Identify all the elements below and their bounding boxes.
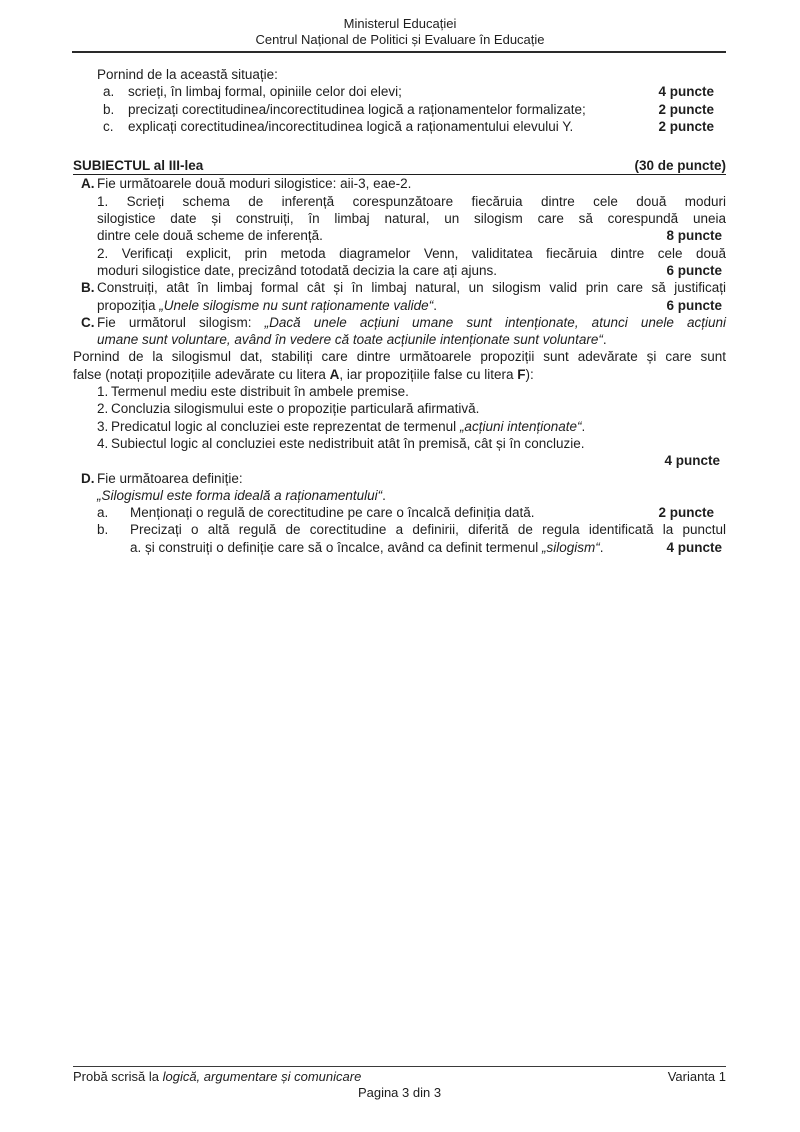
- item-marker: a.: [103, 84, 115, 100]
- section-c: [73, 314, 726, 349]
- statements-lead-line1: Pornind de la silogismul dat, stabiliți care dintre următoarele propoziții sunt adevărate și care sunt: [73, 349, 726, 365]
- quoted-term: „acțiuni intenționate“: [459, 418, 582, 434]
- ministry-name: Ministerul Educației: [343, 16, 457, 31]
- footer-row: [73, 1069, 726, 1085]
- statement-text: Concluzia silogismului este o propoziție particulară afirmativă.: [111, 401, 480, 417]
- quoted-syllogism: „Dacă unele acțiuni umane sunt intenționate, atunci unele acțiuni: [264, 314, 726, 330]
- subject-heading: [73, 157, 726, 175]
- statements-points: 4 puncte: [664, 453, 720, 469]
- item-text: scrieți, în limbaj formal, opiniile celor doi elevi;: [128, 84, 402, 100]
- statement-4: [73, 435, 726, 452]
- statements-lead-line2: [73, 366, 726, 383]
- task-a1-line1: 1. Scrieți schema de inferență corespunzătoare fiecăruia dintre cele două moduri: [97, 193, 726, 209]
- statements-lead: [73, 348, 726, 383]
- item-marker: b.: [97, 522, 109, 538]
- points-badge: 4 puncte: [666, 539, 722, 555]
- section-c-line2: [97, 331, 726, 348]
- section-b-line2-normal: propoziția: [97, 297, 160, 313]
- statement-marker: 3.: [97, 418, 109, 434]
- list-item-c: [73, 118, 726, 135]
- item-marker: a.: [97, 505, 109, 521]
- task-a2: [97, 245, 726, 280]
- points-badge: 2 puncte: [658, 101, 714, 117]
- quoted-definition: „Silogismul este forma ideală a raționamentului“: [97, 487, 383, 503]
- footer-page-number: Pagina 3 din 3: [357, 1085, 442, 1100]
- item-text: precizați corectitudinea/incorectitudinea logică a raționamentelor formalizate;: [128, 101, 586, 117]
- letter-false: F: [517, 366, 526, 382]
- section-marker: C.: [81, 314, 95, 330]
- section-marker: B.: [81, 280, 95, 296]
- letter-true: A: [329, 366, 340, 382]
- d-item-b-line2: [130, 539, 726, 556]
- intro-list: [73, 83, 726, 135]
- item-text: explicați corectitudinea/incorectitudinea logică a raționamentului elevului Y.: [128, 118, 574, 134]
- points-badge: 4 puncte: [658, 84, 714, 100]
- statement-3: [73, 418, 726, 435]
- section-c-line2-end: .: [602, 332, 607, 348]
- page-header: [0, 0, 800, 47]
- task-a2-line2-text: moduri silogistice date, precizând totodată decizia la care ați ajuns.: [97, 262, 497, 278]
- section-a: [73, 175, 726, 279]
- quoted-syllogism-cont: umane sunt voluntare, având în vedere că toate acțiunile intenționate sunt voluntare“: [97, 332, 603, 348]
- statements-list: [73, 383, 726, 469]
- subject-total-points: (30 de puncte): [634, 158, 726, 174]
- page-footer: [73, 1066, 726, 1101]
- section-b-line2-end: .: [433, 297, 437, 313]
- list-item-b: [73, 101, 726, 118]
- task-a2-line2: [97, 262, 726, 279]
- statement-marker: 1.: [97, 384, 109, 400]
- statement-text: Termenul mediu este distribuit în ambele premise.: [111, 384, 409, 400]
- d-item-b-line1: Precizați o altă regulă de corectitudine a definirii, diferită de regula identificată la punctul: [130, 522, 726, 538]
- footer-subject-normal: Probă scrisă la: [73, 1069, 163, 1084]
- section-d: [73, 470, 726, 505]
- task-a1-line2: silogistice date și construiți, în limbaj natural, un silogism care să corespundă uneia: [97, 211, 726, 227]
- statement-text: Subiectul logic al concluziei este nedistribuit atât în premisă, cât și în concluzie.: [111, 435, 585, 451]
- section-b: [73, 279, 726, 314]
- footer-subject-italic: logică, argumentare și comunicare: [162, 1069, 362, 1084]
- task-a2-line1: 2. Verificați explicit, prin metoda diagramelor Venn, validitatea fiecăruia dintre cele două: [97, 245, 726, 261]
- statement-marker: 4.: [97, 435, 109, 451]
- subject-title-text: SUBIECTUL al III-lea: [73, 158, 204, 174]
- task-a1: [97, 193, 726, 245]
- section-a-intro: Fie următoarele două moduri silogistice: aii-3, eae-2.: [97, 176, 412, 192]
- item-marker: b.: [103, 101, 115, 117]
- lead-end: ):: [525, 366, 534, 382]
- definition-end: .: [382, 487, 386, 503]
- item-marker: c.: [103, 118, 114, 134]
- statement-2: [73, 400, 726, 417]
- quoted-proposition: „Unele silogisme nu sunt raționamente valide“: [159, 297, 434, 313]
- section-b-line2: [97, 297, 726, 314]
- section-marker: D.: [81, 470, 95, 486]
- task-a1-line3-text: dintre cele două scheme de inferență.: [97, 228, 323, 244]
- intro-lead: Pornind de la această situație:: [97, 67, 278, 82]
- statement-text-normal: Predicatul logic al concluziei este reprezentat de termenul: [111, 418, 460, 434]
- points-badge: 2 puncte: [658, 505, 714, 521]
- d-item-b: [73, 521, 726, 556]
- d-item-b-line2-normal: a. și construiți o definiție care să o încalce, având ca definit termenul: [130, 539, 542, 555]
- definition-line: [97, 487, 726, 504]
- points-badge: 6 puncte: [666, 297, 722, 313]
- lead-normal-2: , iar propozițiile false cu litera: [339, 366, 518, 382]
- document-body: [0, 53, 800, 556]
- statement-1: [73, 383, 726, 400]
- d-item-b-line2-end: .: [599, 539, 604, 555]
- center-name: Centrul Național de Politici și Evaluare în Educație: [255, 31, 545, 47]
- statement-text-end: .: [581, 418, 586, 434]
- points-badge: 2 puncte: [658, 118, 714, 134]
- section-b-line1: Construiți, atât în limbaj formal cât și în limbaj natural, un silogism valid prin care să justificați: [97, 280, 726, 296]
- statement-marker: 2.: [97, 401, 109, 417]
- d-item-a: [73, 504, 726, 521]
- section-marker: A.: [81, 176, 95, 192]
- points-badge: 6 puncte: [666, 262, 722, 278]
- task-a1-line3: [97, 227, 726, 244]
- item-text: Menționați o regulă de corectitudine pe care o încalcă definiția dată.: [130, 505, 535, 521]
- section-c-line1-normal: Fie următorul silogism:: [97, 314, 265, 330]
- list-item-a: [73, 83, 726, 100]
- footer-variant: Varianta 1: [667, 1069, 726, 1084]
- quoted-term: „silogism“: [541, 539, 600, 555]
- lead-normal-1: false (notați propozițiile adevărate cu litera: [73, 366, 330, 382]
- section-c-line1: [97, 314, 726, 331]
- section-d-intro: Fie următoarea definiție:: [97, 470, 243, 486]
- footer-subject: [73, 1069, 361, 1085]
- points-badge: 8 puncte: [666, 228, 722, 244]
